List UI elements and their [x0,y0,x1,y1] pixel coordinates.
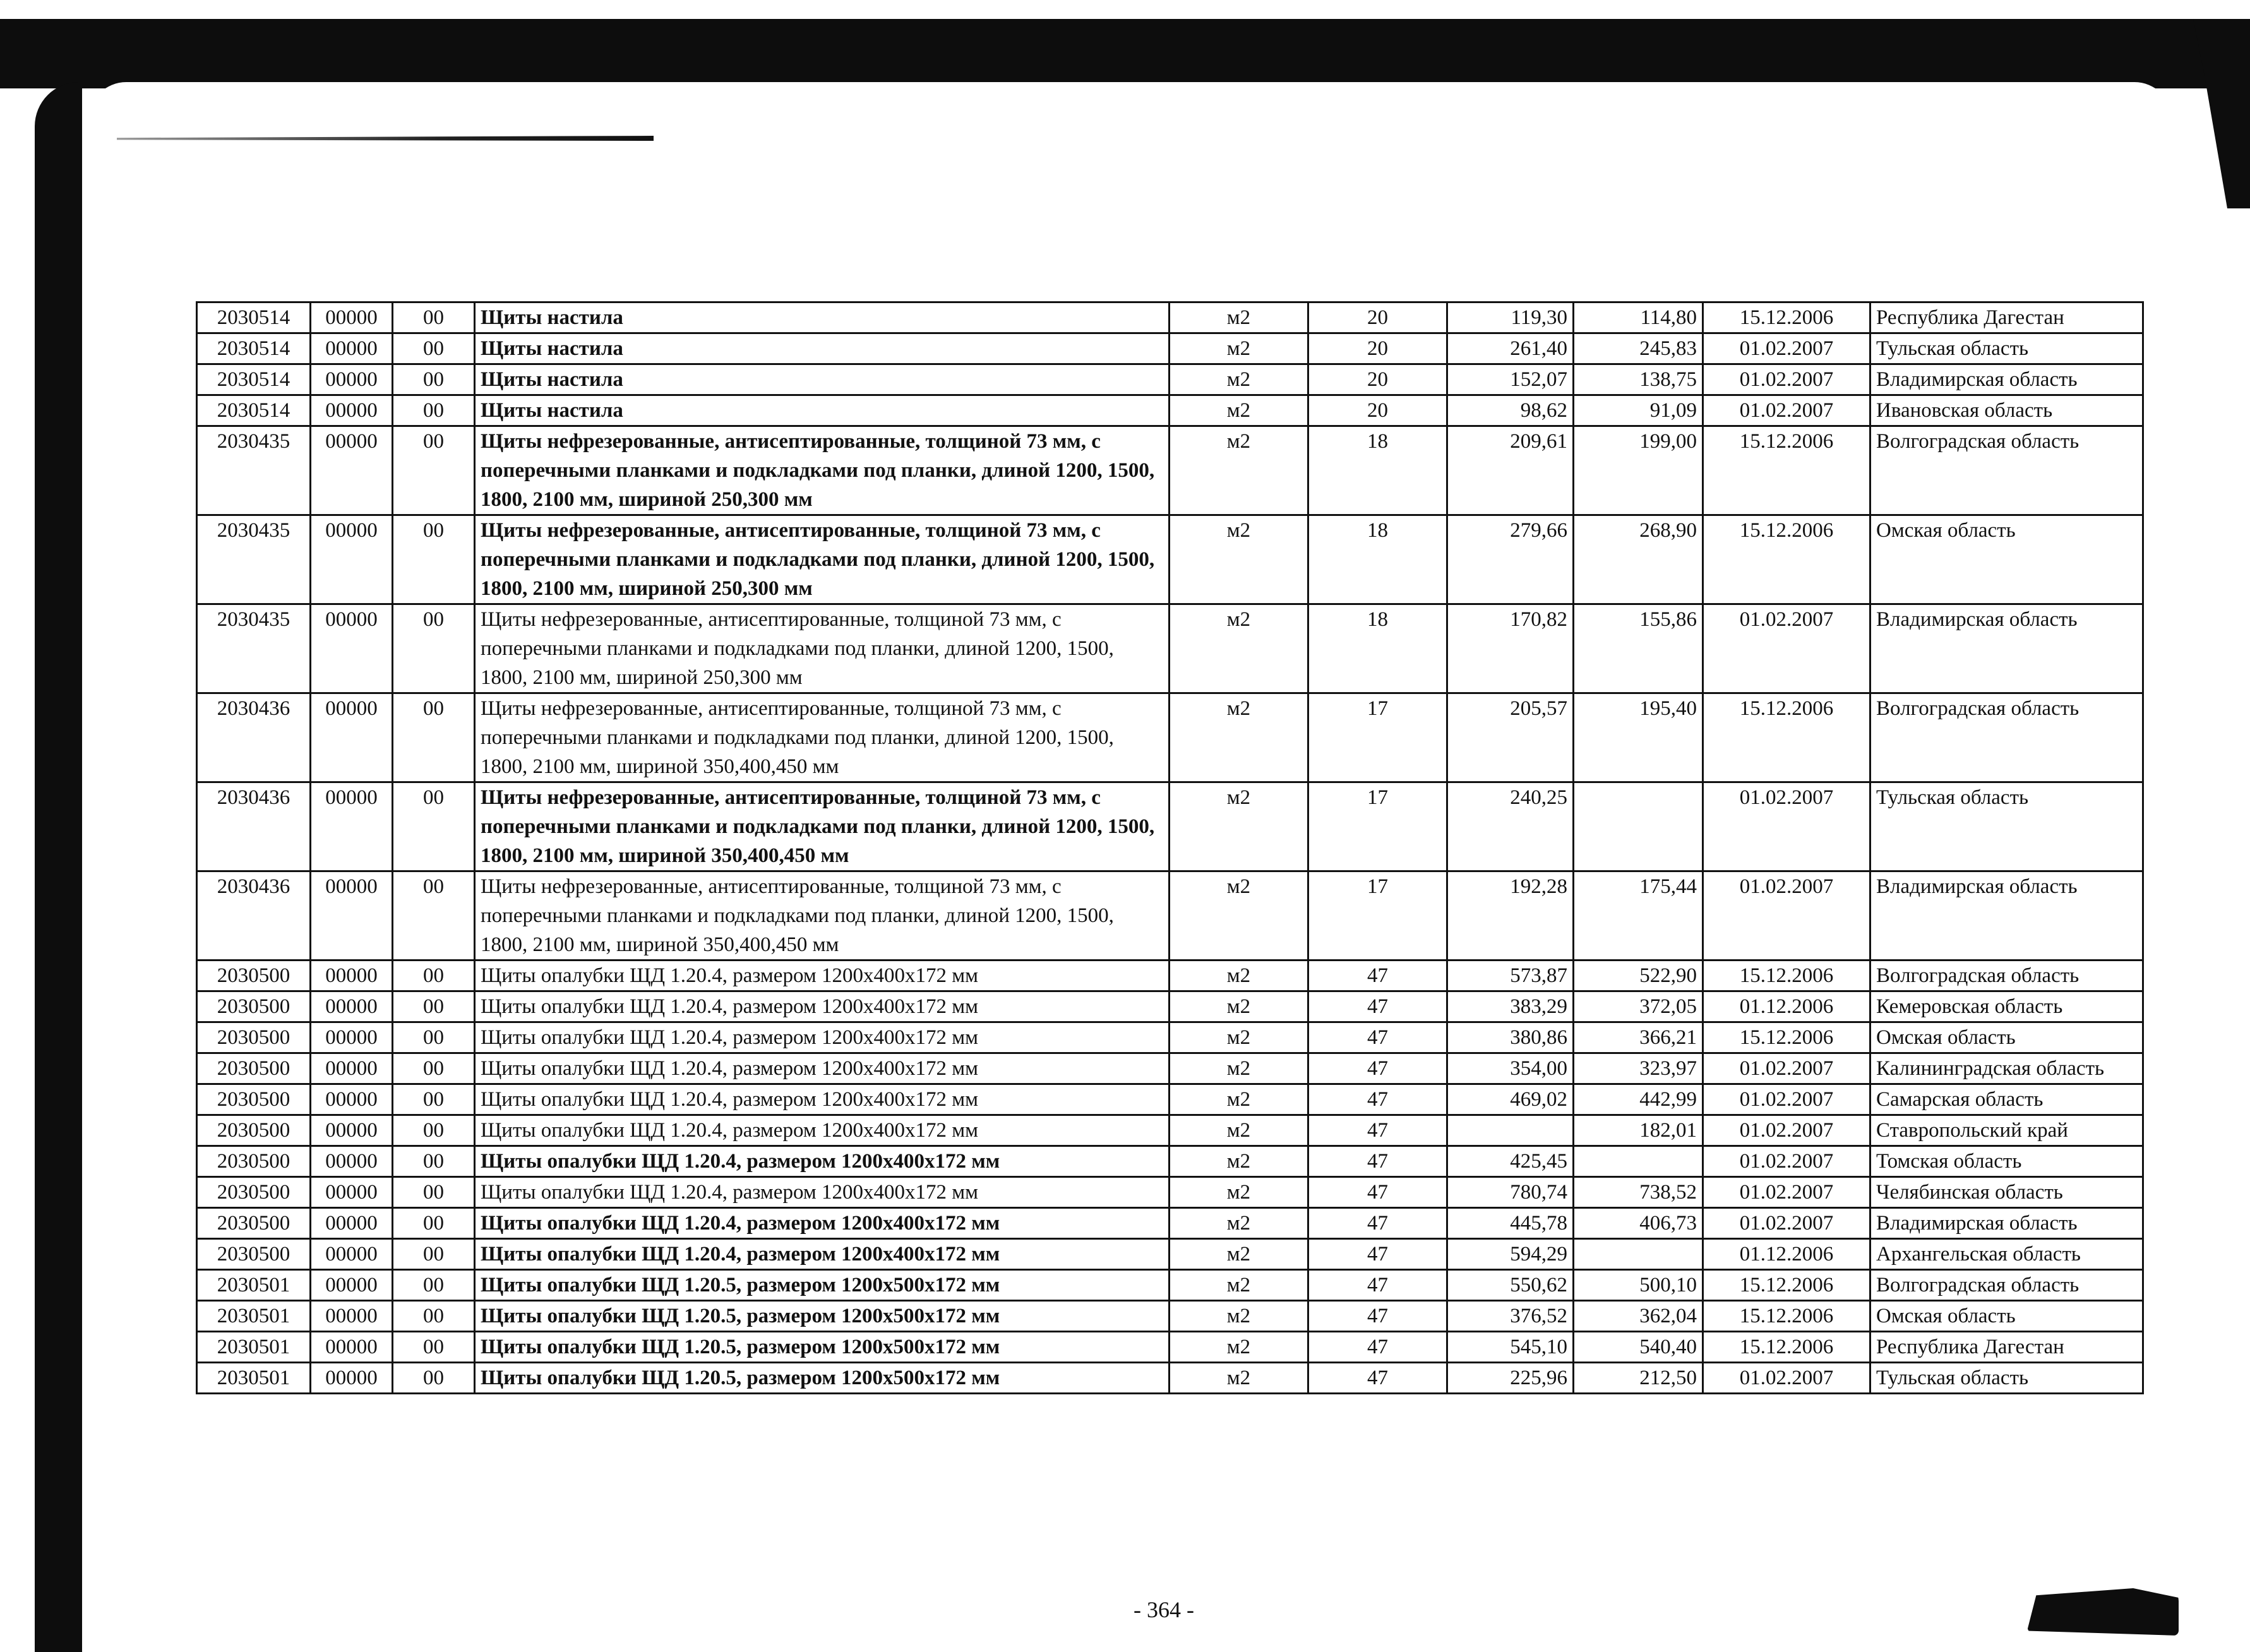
variant-cell: 00 [393,1022,475,1053]
unit-cell: м2 [1170,1146,1308,1177]
price-with-vat-cell: 261,40 [1447,333,1574,364]
group-cell: 47 [1308,1301,1447,1332]
variant-cell: 00 [393,693,475,782]
region-cell: Владимирская область [1870,1208,2143,1239]
unit-cell: м2 [1170,515,1308,604]
date-cell: 15.12.2006 [1703,302,1870,333]
variant-cell: 00 [393,1177,475,1208]
variant-cell: 00 [393,1301,475,1332]
table-row [197,693,2143,782]
resource-code-cell: 2030500 [197,1053,311,1084]
price-without-vat-cell: 182,01 [1574,1115,1703,1146]
price-with-vat-cell: 550,62 [1447,1270,1574,1301]
region-cell: Волгоградская область [1870,1270,2143,1301]
date-cell: 15.12.2006 [1703,1022,1870,1053]
table-row [197,1332,2143,1363]
group-cell: 47 [1308,1177,1447,1208]
price-with-vat-cell: 152,07 [1447,364,1574,395]
variant-cell: 00 [393,1146,475,1177]
resource-name-cell: Щиты опалубки ЩД 1.20.4, размером 1200х400х172 мм [475,991,1170,1022]
region-cell: Республика Дагестан [1870,1332,2143,1363]
region-cell: Омская область [1870,515,2143,604]
resource-code-cell: 2030436 [197,693,311,782]
resource-name-cell: Щиты опалубки ЩД 1.20.5, размером 1200х500х172 мм [475,1301,1170,1332]
subcode-cell: 00000 [311,1177,393,1208]
scan-border-left [35,82,82,1652]
group-cell: 17 [1308,782,1447,871]
resource-name-cell: Щиты настила [475,302,1170,333]
subcode-cell: 00000 [311,364,393,395]
unit-cell: м2 [1170,1208,1308,1239]
date-cell: 15.12.2006 [1703,1270,1870,1301]
group-cell: 47 [1308,1332,1447,1363]
unit-cell: м2 [1170,1332,1308,1363]
price-with-vat-cell: 376,52 [1447,1301,1574,1332]
resource-code-cell: 2030500 [197,1084,311,1115]
subcode-cell: 00000 [311,1146,393,1177]
unit-cell: м2 [1170,1270,1308,1301]
region-cell: Владимирская область [1870,604,2143,693]
region-cell: Архангельская область [1870,1239,2143,1270]
subcode-cell: 00000 [311,782,393,871]
price-with-vat-cell: 354,00 [1447,1053,1574,1084]
date-cell: 15.12.2006 [1703,1301,1870,1332]
price-without-vat-cell: 114,80 [1574,302,1703,333]
region-cell: Челябинская область [1870,1177,2143,1208]
price-with-vat-cell: 170,82 [1447,604,1574,693]
subcode-cell: 00000 [311,395,393,426]
resource-code-cell: 2030501 [197,1270,311,1301]
resource-code-cell: 2030500 [197,1177,311,1208]
price-with-vat-cell: 225,96 [1447,1363,1574,1394]
subcode-cell: 00000 [311,1208,393,1239]
table-row [197,1022,2143,1053]
region-cell: Омская область [1870,1301,2143,1332]
price-with-vat-cell: 594,29 [1447,1239,1574,1270]
scan-border-top [0,19,2250,88]
resource-name-cell: Щиты опалубки ЩД 1.20.4, размером 1200х400х172 мм [475,1239,1170,1270]
unit-cell: м2 [1170,395,1308,426]
table-row [197,1270,2143,1301]
resource-name-cell: Щиты опалубки ЩД 1.20.5, размером 1200х500х172 мм [475,1363,1170,1394]
variant-cell: 00 [393,395,475,426]
region-cell: Тульская область [1870,333,2143,364]
resource-code-cell: 2030435 [197,426,311,515]
table-row [197,426,2143,515]
price-with-vat-cell: 209,61 [1447,426,1574,515]
price-with-vat-cell: 469,02 [1447,1084,1574,1115]
group-cell: 20 [1308,302,1447,333]
redaction-mark [2027,1588,2179,1636]
date-cell: 01.02.2007 [1703,1053,1870,1084]
subcode-cell: 00000 [311,515,393,604]
variant-cell: 00 [393,871,475,961]
variant-cell: 00 [393,426,475,515]
date-cell: 01.02.2007 [1703,1115,1870,1146]
table-row [197,1053,2143,1084]
subcode-cell: 00000 [311,426,393,515]
unit-cell: м2 [1170,1084,1308,1115]
date-cell: 15.12.2006 [1703,1332,1870,1363]
price-without-vat-cell: 366,21 [1574,1022,1703,1053]
resource-code-cell: 2030435 [197,604,311,693]
date-cell: 01.02.2007 [1703,1084,1870,1115]
variant-cell: 00 [393,1363,475,1394]
region-cell: Самарская область [1870,1084,2143,1115]
resource-name-cell: Щиты нефрезерованные, антисептированные, толщиной 73 мм, с поперечными планками и подкладками под планки, длиной 1200, 1500, 1800, 2100 мм, шириной 250,300 мм [475,515,1170,604]
table-row [197,333,2143,364]
region-cell: Калининградская область [1870,1053,2143,1084]
scan-artifact-line [117,136,654,141]
group-cell: 47 [1308,1084,1447,1115]
price-without-vat-cell: 245,83 [1574,333,1703,364]
price-without-vat-cell: 323,97 [1574,1053,1703,1084]
table-row [197,1239,2143,1270]
table-row [197,515,2143,604]
unit-cell: м2 [1170,1115,1308,1146]
price-without-vat-cell: 199,00 [1574,426,1703,515]
variant-cell: 00 [393,1115,475,1146]
group-cell: 47 [1308,1022,1447,1053]
group-cell: 20 [1308,364,1447,395]
variant-cell: 00 [393,364,475,395]
group-cell: 47 [1308,1208,1447,1239]
subcode-cell: 00000 [311,1053,393,1084]
variant-cell: 00 [393,1084,475,1115]
group-cell: 47 [1308,1146,1447,1177]
region-cell: Кемеровская область [1870,991,2143,1022]
price-with-vat-cell: 380,86 [1447,1022,1574,1053]
price-without-vat-cell: 155,86 [1574,604,1703,693]
resource-code-cell: 2030501 [197,1363,311,1394]
price-with-vat-cell: 445,78 [1447,1208,1574,1239]
table-row [197,395,2143,426]
group-cell: 17 [1308,871,1447,961]
resource-code-cell: 2030514 [197,302,311,333]
subcode-cell: 00000 [311,1332,393,1363]
variant-cell: 00 [393,991,475,1022]
group-cell: 47 [1308,1270,1447,1301]
table-row [197,604,2143,693]
price-without-vat-cell [1574,1239,1703,1270]
subcode-cell: 00000 [311,1239,393,1270]
subcode-cell: 00000 [311,333,393,364]
resource-name-cell: Щиты опалубки ЩД 1.20.4, размером 1200х400х172 мм [475,1146,1170,1177]
resource-code-cell: 2030436 [197,782,311,871]
resource-name-cell: Щиты опалубки ЩД 1.20.5, размером 1200х500х172 мм [475,1270,1170,1301]
scan-border-right [2193,19,2250,208]
unit-cell: м2 [1170,1022,1308,1053]
group-cell: 18 [1308,604,1447,693]
region-cell: Ставропольский край [1870,1115,2143,1146]
date-cell: 01.02.2007 [1703,1208,1870,1239]
price-without-vat-cell: 268,90 [1574,515,1703,604]
page-number: - 364 - [1134,1597,1194,1622]
date-cell: 01.02.2007 [1703,364,1870,395]
resource-code-cell: 2030436 [197,871,311,961]
price-with-vat-cell: 205,57 [1447,693,1574,782]
subcode-cell: 00000 [311,871,393,961]
unit-cell: м2 [1170,333,1308,364]
resource-name-cell: Щиты опалубки ЩД 1.20.5, размером 1200х500х172 мм [475,1332,1170,1363]
variant-cell: 00 [393,961,475,991]
date-cell: 15.12.2006 [1703,515,1870,604]
region-cell: Омская область [1870,1022,2143,1053]
variant-cell: 00 [393,333,475,364]
region-cell: Владимирская область [1870,364,2143,395]
group-cell: 17 [1308,693,1447,782]
subcode-cell: 00000 [311,1301,393,1332]
unit-cell: м2 [1170,364,1308,395]
resource-code-cell: 2030500 [197,1146,311,1177]
table-row [197,871,2143,961]
resource-code-cell: 2030501 [197,1332,311,1363]
unit-cell: м2 [1170,871,1308,961]
date-cell: 15.12.2006 [1703,961,1870,991]
price-with-vat-cell: 192,28 [1447,871,1574,961]
unit-cell: м2 [1170,604,1308,693]
date-cell: 15.12.2006 [1703,426,1870,515]
group-cell: 18 [1308,426,1447,515]
group-cell: 18 [1308,515,1447,604]
region-cell: Республика Дагестан [1870,302,2143,333]
date-cell: 01.02.2007 [1703,1363,1870,1394]
price-without-vat-cell: 91,09 [1574,395,1703,426]
variant-cell: 00 [393,1270,475,1301]
region-cell: Тульская область [1870,1363,2143,1394]
price-with-vat-cell: 119,30 [1447,302,1574,333]
resource-name-cell: Щиты опалубки ЩД 1.20.4, размером 1200х400х172 мм [475,1053,1170,1084]
price-without-vat-cell [1574,782,1703,871]
unit-cell: м2 [1170,1239,1308,1270]
unit-cell: м2 [1170,1053,1308,1084]
price-with-vat-cell: 279,66 [1447,515,1574,604]
subcode-cell: 00000 [311,693,393,782]
unit-cell: м2 [1170,302,1308,333]
variant-cell: 00 [393,782,475,871]
variant-cell: 00 [393,1053,475,1084]
region-cell: Ивановская область [1870,395,2143,426]
date-cell: 01.02.2007 [1703,604,1870,693]
resource-name-cell: Щиты нефрезерованные, антисептированные, толщиной 73 мм, с поперечными планками и подкладками под планки, длиной 1200, 1500, 1800, 2100 мм, шириной 350,400,450 мм [475,693,1170,782]
resource-name-cell: Щиты нефрезерованные, антисептированные, толщиной 73 мм, с поперечными планками и подкладками под планки, длиной 1200, 1500, 1800, 2100 мм, шириной 250,300 мм [475,604,1170,693]
price-without-vat-cell: 212,50 [1574,1363,1703,1394]
resource-name-cell: Щиты опалубки ЩД 1.20.4, размером 1200х400х172 мм [475,1022,1170,1053]
subcode-cell: 00000 [311,302,393,333]
price-with-vat-cell: 545,10 [1447,1332,1574,1363]
scan-border-curve [88,82,2172,120]
subcode-cell: 00000 [311,1022,393,1053]
variant-cell: 00 [393,302,475,333]
price-table-body [197,302,2143,1394]
price-without-vat-cell: 138,75 [1574,364,1703,395]
date-cell: 01.02.2007 [1703,1177,1870,1208]
group-cell: 20 [1308,333,1447,364]
variant-cell: 00 [393,1332,475,1363]
resource-code-cell: 2030500 [197,961,311,991]
variant-cell: 00 [393,604,475,693]
price-with-vat-cell: 98,62 [1447,395,1574,426]
subcode-cell: 00000 [311,1115,393,1146]
group-cell: 47 [1308,1363,1447,1394]
table-row [197,364,2143,395]
resource-code-cell: 2030514 [197,364,311,395]
price-with-vat-cell: 573,87 [1447,961,1574,991]
region-cell: Волгоградская область [1870,961,2143,991]
table-row [197,1177,2143,1208]
resource-name-cell: Щиты опалубки ЩД 1.20.4, размером 1200х400х172 мм [475,1208,1170,1239]
region-cell: Волгоградская область [1870,693,2143,782]
unit-cell: м2 [1170,991,1308,1022]
date-cell: 01.02.2007 [1703,395,1870,426]
resource-name-cell: Щиты опалубки ЩД 1.20.4, размером 1200х400х172 мм [475,1084,1170,1115]
resource-name-cell: Щиты опалубки ЩД 1.20.4, размером 1200х400х172 мм [475,961,1170,991]
unit-cell: м2 [1170,693,1308,782]
resource-code-cell: 2030500 [197,991,311,1022]
unit-cell: м2 [1170,426,1308,515]
price-without-vat-cell: 175,44 [1574,871,1703,961]
resource-name-cell: Щиты опалубки ЩД 1.20.4, размером 1200х400х172 мм [475,1115,1170,1146]
date-cell: 01.12.2006 [1703,991,1870,1022]
price-without-vat-cell: 522,90 [1574,961,1703,991]
table-row [197,1208,2143,1239]
table-row [197,1301,2143,1332]
date-cell: 01.02.2007 [1703,871,1870,961]
region-cell: Владимирская область [1870,871,2143,961]
table-row [197,1084,2143,1115]
resource-code-cell: 2030501 [197,1301,311,1332]
group-cell: 47 [1308,1115,1447,1146]
subcode-cell: 00000 [311,961,393,991]
resource-name-cell: Щиты нефрезерованные, антисептированные, толщиной 73 мм, с поперечными планками и подкладками под планки, длиной 1200, 1500, 1800, 2100 мм, шириной 350,400,450 мм [475,782,1170,871]
table-row [197,302,2143,333]
price-without-vat-cell: 500,10 [1574,1270,1703,1301]
subcode-cell: 00000 [311,991,393,1022]
region-cell: Тульская область [1870,782,2143,871]
date-cell: 01.02.2007 [1703,782,1870,871]
table-row [197,782,2143,871]
variant-cell: 00 [393,1239,475,1270]
group-cell: 20 [1308,395,1447,426]
group-cell: 47 [1308,1239,1447,1270]
resource-name-cell: Щиты нефрезерованные, антисептированные, толщиной 73 мм, с поперечными планками и подкладками под планки, длиной 1200, 1500, 1800, 2100 мм, шириной 250,300 мм [475,426,1170,515]
date-cell: 01.02.2007 [1703,1146,1870,1177]
price-without-vat-cell [1574,1146,1703,1177]
price-with-vat-cell: 383,29 [1447,991,1574,1022]
group-cell: 47 [1308,961,1447,991]
price-table [196,301,2144,1394]
unit-cell: м2 [1170,1177,1308,1208]
group-cell: 47 [1308,991,1447,1022]
unit-cell: м2 [1170,1301,1308,1332]
table-row [197,1115,2143,1146]
resource-code-cell: 2030500 [197,1208,311,1239]
resource-name-cell: Щиты настила [475,364,1170,395]
subcode-cell: 00000 [311,1084,393,1115]
price-with-vat-cell: 780,74 [1447,1177,1574,1208]
unit-cell: м2 [1170,782,1308,871]
region-cell: Волгоградская область [1870,426,2143,515]
subcode-cell: 00000 [311,1270,393,1301]
resource-code-cell: 2030435 [197,515,311,604]
subcode-cell: 00000 [311,1363,393,1394]
date-cell: 15.12.2006 [1703,693,1870,782]
resource-name-cell: Щиты настила [475,333,1170,364]
region-cell: Томская область [1870,1146,2143,1177]
price-without-vat-cell: 540,40 [1574,1332,1703,1363]
variant-cell: 00 [393,515,475,604]
date-cell: 01.02.2007 [1703,333,1870,364]
table-row [197,961,2143,991]
resource-name-cell: Щиты опалубки ЩД 1.20.4, размером 1200х400х172 мм [475,1177,1170,1208]
group-cell: 47 [1308,1053,1447,1084]
unit-cell: м2 [1170,961,1308,991]
resource-code-cell: 2030514 [197,333,311,364]
resource-code-cell: 2030500 [197,1022,311,1053]
price-with-vat-cell [1447,1115,1574,1146]
price-without-vat-cell: 406,73 [1574,1208,1703,1239]
resource-name-cell: Щиты нефрезерованные, антисептированные, толщиной 73 мм, с поперечными планками и подкладками под планки, длиной 1200, 1500, 1800, 2100 мм, шириной 350,400,450 мм [475,871,1170,961]
variant-cell: 00 [393,1208,475,1239]
resource-code-cell: 2030514 [197,395,311,426]
price-with-vat-cell: 425,45 [1447,1146,1574,1177]
price-without-vat-cell: 195,40 [1574,693,1703,782]
table-row [197,1363,2143,1394]
unit-cell: м2 [1170,1363,1308,1394]
table-row [197,1146,2143,1177]
price-with-vat-cell: 240,25 [1447,782,1574,871]
resource-code-cell: 2030500 [197,1239,311,1270]
price-without-vat-cell: 372,05 [1574,991,1703,1022]
price-without-vat-cell: 442,99 [1574,1084,1703,1115]
price-without-vat-cell: 738,52 [1574,1177,1703,1208]
price-without-vat-cell: 362,04 [1574,1301,1703,1332]
resource-name-cell: Щиты настила [475,395,1170,426]
resource-code-cell: 2030500 [197,1115,311,1146]
subcode-cell: 00000 [311,604,393,693]
date-cell: 01.12.2006 [1703,1239,1870,1270]
table-row [197,991,2143,1022]
